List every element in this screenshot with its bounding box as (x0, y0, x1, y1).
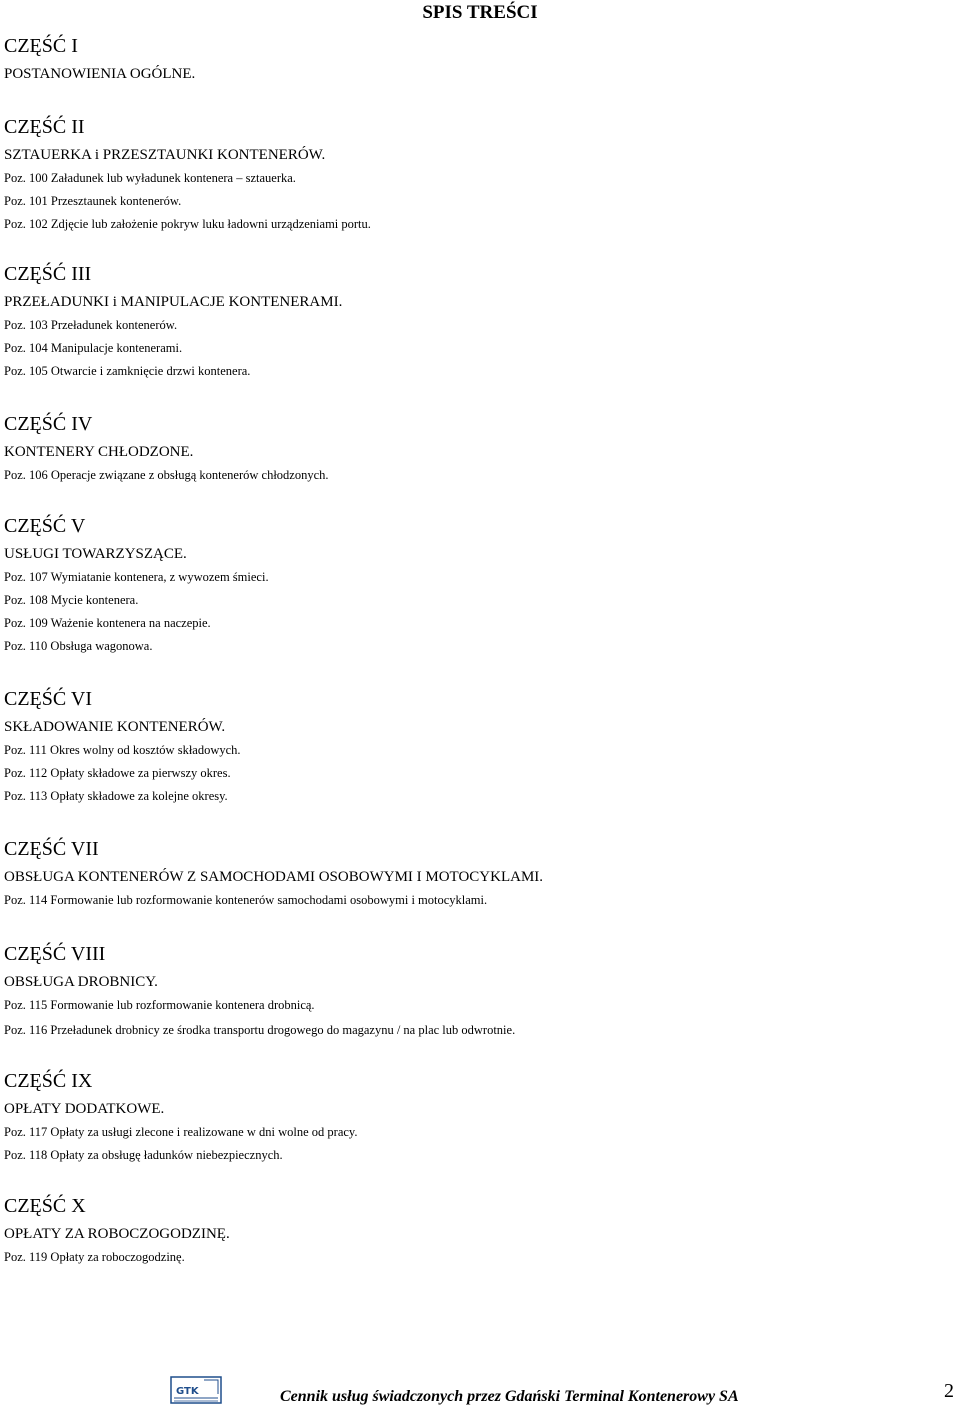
toc-item: Poz. 118 Opłaty za obsługę ładunków niebezpiecznych. (4, 1148, 283, 1162)
part-heading: CZĘŚĆ IV (4, 413, 93, 435)
part-title: SKŁADOWANIE KONTENERÓW. (4, 719, 226, 735)
part-title: PRZEŁADUNKI i MANIPULACJE KONTENERAMI. (4, 294, 343, 310)
toc-item: Poz. 105 Otwarcie i zamknięcie drzwi kontenera. (4, 364, 251, 378)
toc-item: Poz. 111 Okres wolny od kosztów składowych. (4, 743, 241, 757)
page-footer (0, 1370, 960, 1410)
part-heading: CZĘŚĆ III (4, 263, 92, 285)
part-title: USŁUGI TOWARZYSZĄCE. (4, 546, 187, 562)
part-heading: CZĘŚĆ V (4, 515, 86, 537)
part-title: OBSŁUGA KONTENERÓW Z SAMOCHODAMI OSOBOWYMI I MOTOCYKLAMI. (4, 869, 544, 885)
toc-item: Poz. 104 Manipulacje kontenerami. (4, 341, 183, 355)
page-title (0, 2, 960, 24)
toc-item: Poz. 103 Przeładunek kontenerów. (4, 318, 178, 332)
gtk-logo-icon (170, 1376, 222, 1404)
toc-item: Poz. 102 Zdjęcie lub założenie pokryw luku ładowni urządzeniami portu. (4, 217, 371, 231)
footer-text: Cennik usług świadczonych przez Gdański Terminal Kontenerowy SA (280, 1388, 739, 1405)
page-number: 2 (944, 1380, 954, 1402)
part-heading: CZĘŚĆ II (4, 116, 85, 138)
toc-item: Poz. 117 Opłaty za usługi zlecone i realizowane w dni wolne od pracy. (4, 1125, 358, 1139)
part-heading: CZĘŚĆ I (4, 35, 78, 57)
toc-item: Poz. 110 Obsługa wagonowa. (4, 639, 153, 653)
part-heading: CZĘŚĆ VII (4, 838, 99, 860)
part-heading: CZĘŚĆ X (4, 1195, 86, 1217)
toc-item: Poz. 106 Operacje związane z obsługą kontenerów chłodzonych. (4, 468, 329, 482)
toc-item: Poz. 113 Opłaty składowe za kolejne okresy. (4, 789, 228, 803)
part-title: OPŁATY ZA ROBOCZOGODZINĘ. (4, 1226, 230, 1242)
part-title: KONTENERY CHŁODZONE. (4, 444, 194, 460)
toc-part-9 (4, 1069, 357, 1167)
part-heading: CZĘŚĆ IX (4, 1070, 93, 1092)
toc-item: Poz. 116 Przeładunek drobnicy ze środka transportu drogowego do magazynu / na plac lub odwrotnie. (4, 1023, 516, 1037)
part-heading: CZĘŚĆ VIII (4, 943, 106, 965)
toc-part-2 (4, 115, 371, 236)
toc-part-1 (4, 34, 195, 84)
part-title: SZTAUERKA i PRZESZTAUNKI KONTENERÓW. (4, 147, 326, 163)
toc-item: Poz. 115 Formowanie lub rozformowanie kontenera drobnicą. (4, 998, 315, 1012)
part-title: OBSŁUGA DROBNICY. (4, 974, 158, 990)
toc-item: Poz. 119 Opłaty za roboczogodzinę. (4, 1250, 185, 1264)
part-title: POSTANOWIENIA OGÓLNE. (4, 66, 196, 82)
toc-item: Poz. 109 Ważenie kontenera na naczepie. (4, 616, 211, 630)
toc-part-5 (4, 514, 269, 658)
toc-part-10 (4, 1194, 230, 1269)
logo-text: GTK (176, 1386, 199, 1397)
toc-part-7 (4, 837, 543, 912)
toc-part-6 (4, 687, 241, 808)
part-heading: CZĘŚĆ VI (4, 688, 92, 710)
toc-item: Poz. 101 Przesztaunek kontenerów. (4, 194, 182, 208)
page-title-text: SPIS TREŚCI (422, 2, 538, 23)
toc-item: Poz. 107 Wymiatanie kontenera, z wywozem śmieci. (4, 570, 269, 584)
toc-item: Poz. 114 Formowanie lub rozformowanie kontenerów samochodami osobowymi i motocyklami. (4, 893, 488, 907)
toc-item: Poz. 100 Załadunek lub wyładunek kontenera – sztauerka. (4, 171, 296, 185)
toc-part-8 (4, 942, 515, 1042)
toc-part-3 (4, 262, 342, 383)
toc-item: Poz. 108 Mycie kontenera. (4, 593, 139, 607)
part-title: OPŁATY DODATKOWE. (4, 1101, 165, 1117)
toc-part-4 (4, 412, 329, 487)
toc-item: Poz. 112 Opłaty składowe za pierwszy okres. (4, 766, 231, 780)
